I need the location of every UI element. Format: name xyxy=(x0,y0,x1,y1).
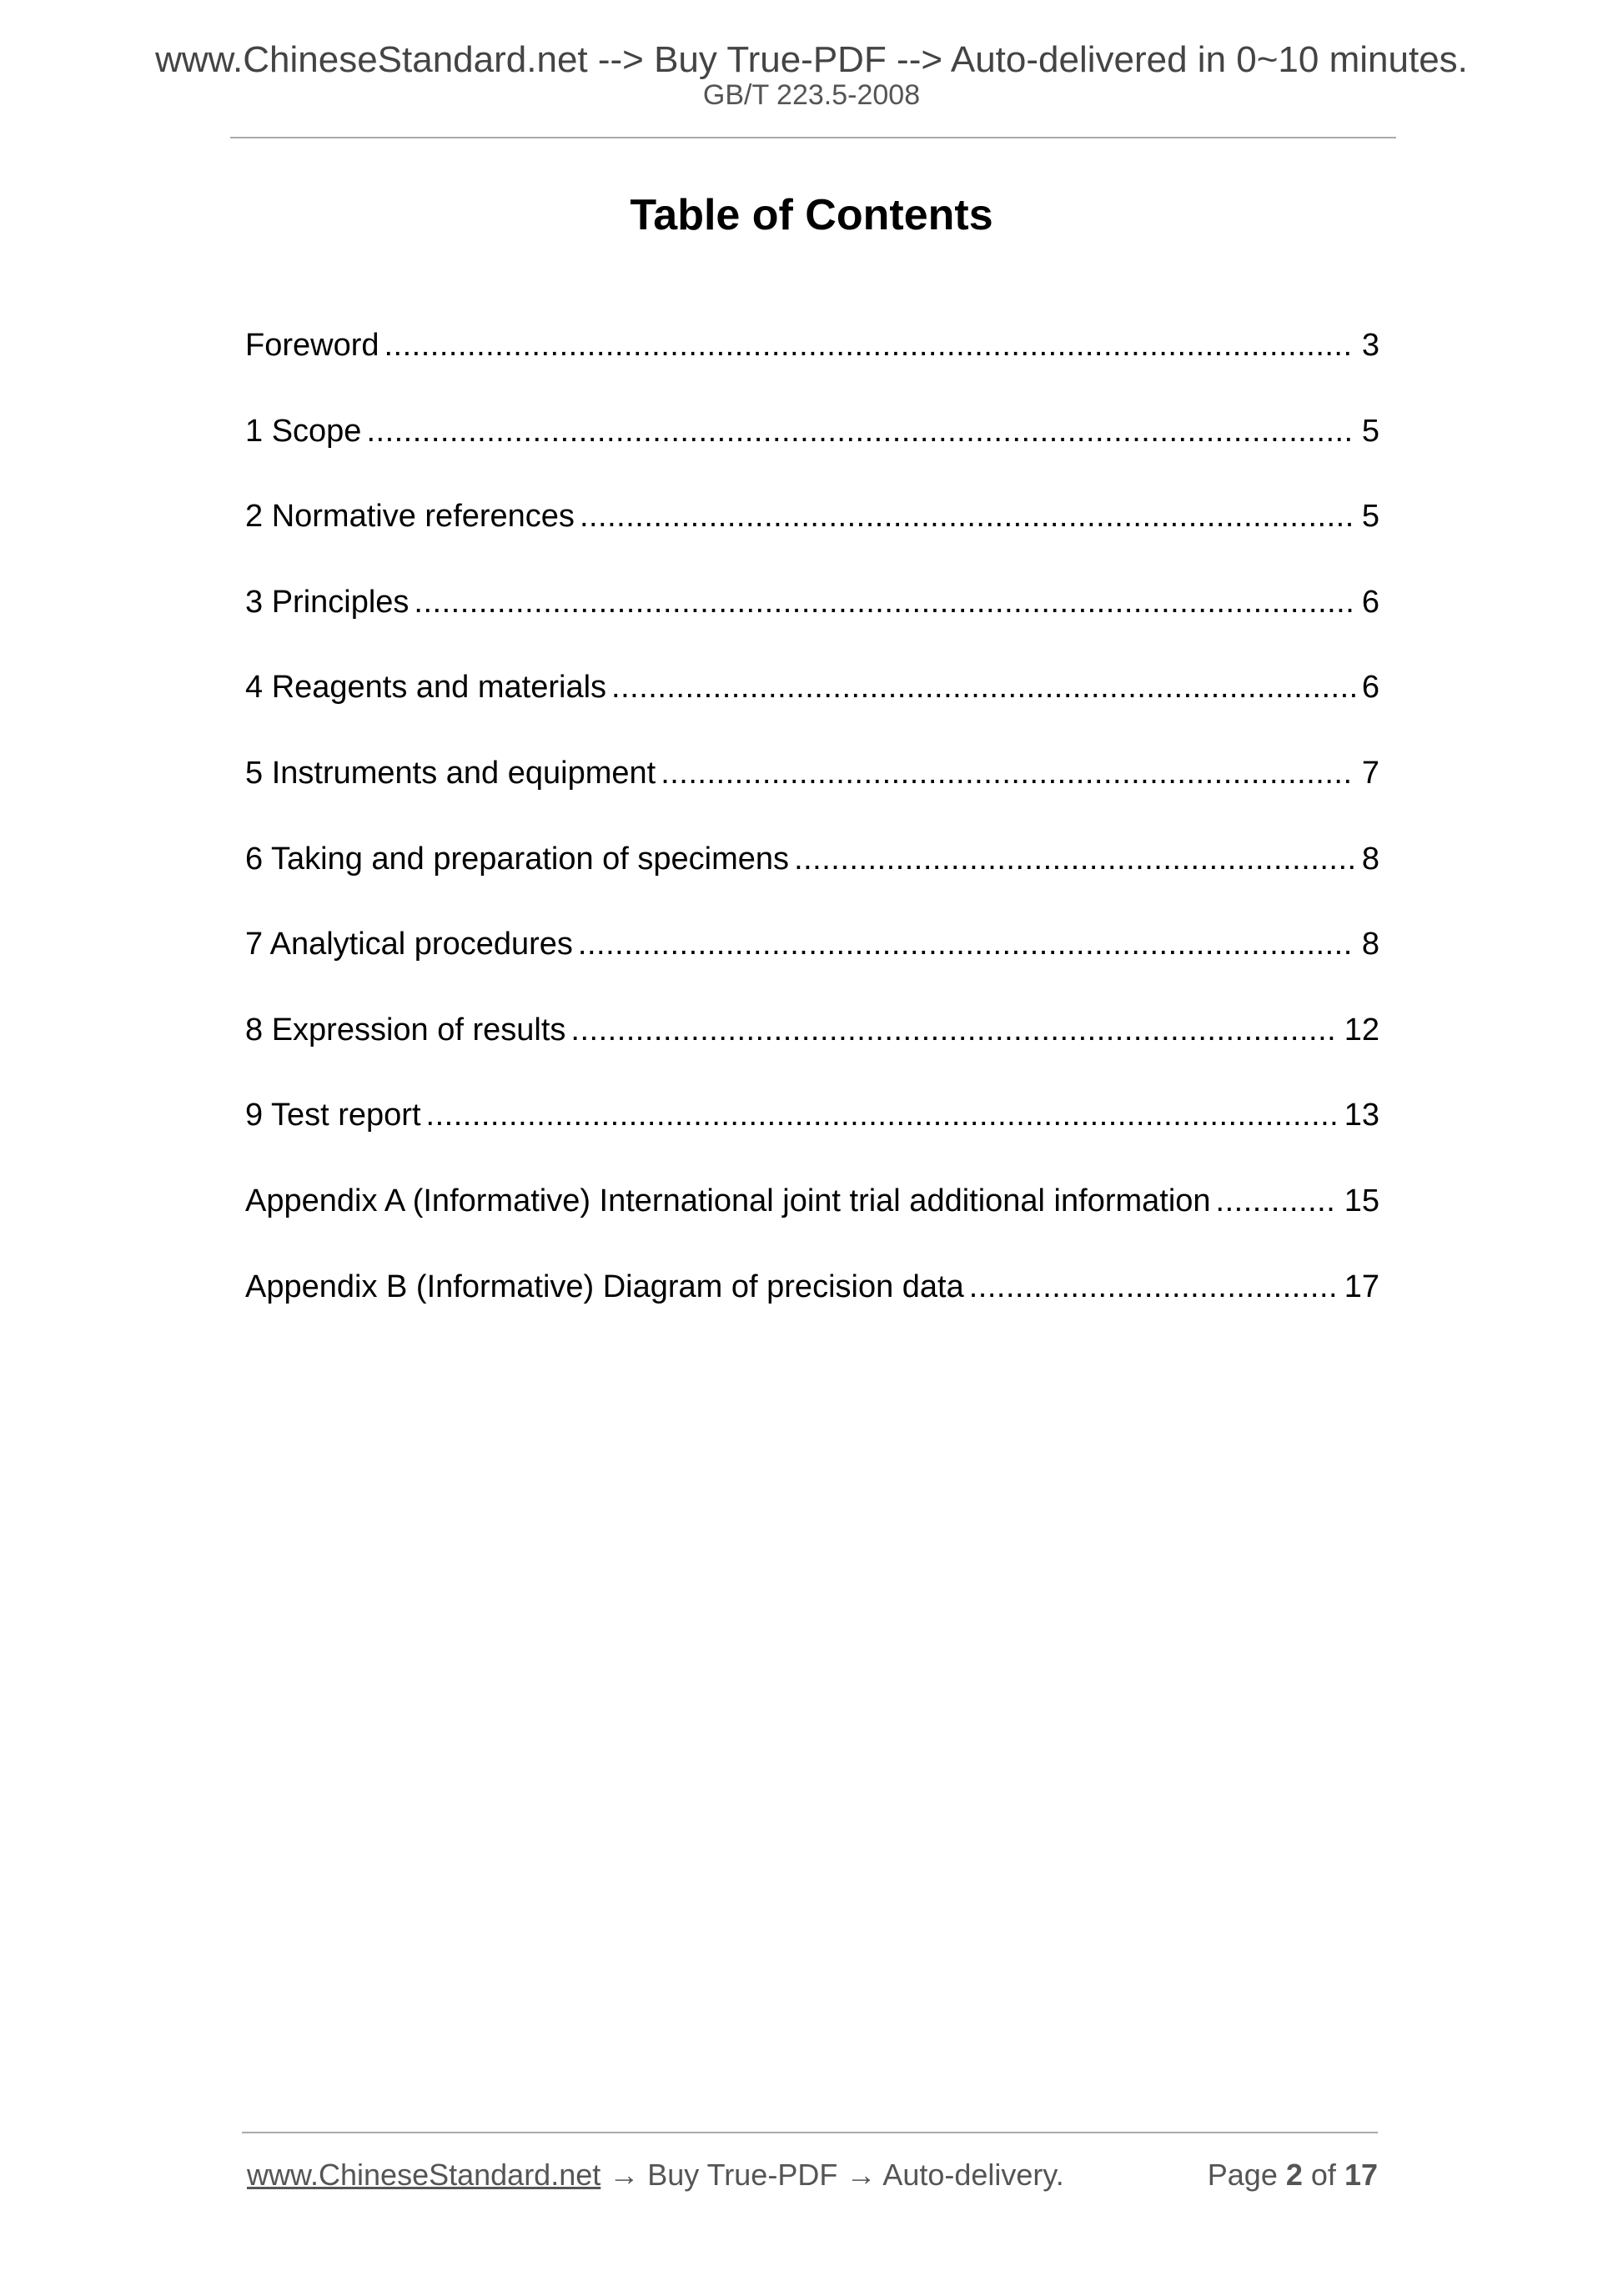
toc-entry-scope[interactable] xyxy=(245,409,1379,495)
toc-dot-leader xyxy=(661,751,1355,795)
toc-entry-page: 8 xyxy=(1361,927,1379,962)
toc-dot-leader xyxy=(1216,1179,1338,1223)
toc-entry-label: 6 Taking and preparation of specimens xyxy=(245,841,790,877)
toc-list xyxy=(245,324,1379,1350)
top-banner: www.ChineseStandard.net --> Buy True-PDF --> Auto-delivered in 0~10 minutes. xyxy=(155,39,1468,80)
toc-dot-leader xyxy=(426,1093,1338,1137)
toc-entry-appendix-b[interactable] xyxy=(245,1265,1379,1351)
footer-site-link[interactable]: www.ChineseStandard.net xyxy=(247,2158,601,2192)
toc-entry-principles[interactable] xyxy=(245,580,1379,666)
toc-entry-expression-of-results[interactable] xyxy=(245,1008,1379,1094)
toc-entry-taking-and-preparation[interactable] xyxy=(245,837,1379,923)
toc-entry-page: 8 xyxy=(1361,841,1379,877)
toc-entry-foreword[interactable] xyxy=(245,324,1379,409)
toc-dot-leader xyxy=(611,666,1355,709)
toc-entry-page: 17 xyxy=(1344,1269,1379,1304)
page-number xyxy=(1208,2154,1378,2196)
toc-entry-page: 6 xyxy=(1361,584,1379,620)
toc-dot-leader xyxy=(570,1008,1337,1052)
toc-entry-page: 15 xyxy=(1344,1183,1379,1218)
toc-entry-page: 5 xyxy=(1361,499,1379,535)
footer-promo-text: → Buy True-PDF → Auto-delivery. xyxy=(600,2158,1064,2192)
toc-dot-leader xyxy=(580,495,1355,538)
toc-entry-label: 8 Expression of results xyxy=(245,1012,566,1048)
toc-entry-analytical-procedures[interactable] xyxy=(245,922,1379,1008)
toc-entry-label: Foreword xyxy=(245,328,379,363)
toc-entry-label: Appendix B (Informative) Diagram of precision data xyxy=(245,1269,964,1304)
footer-promo xyxy=(247,2154,1064,2196)
toc-entry-label: 9 Test report xyxy=(245,1098,421,1133)
page-footer xyxy=(247,2154,1378,2196)
toc-dot-leader xyxy=(366,409,1354,453)
toc-entry-normative-references[interactable] xyxy=(245,495,1379,580)
toc-entry-label: Appendix A (Informative) International joint trial additional information xyxy=(245,1183,1211,1218)
toc-dot-leader xyxy=(794,837,1355,881)
toc-dot-leader xyxy=(969,1265,1338,1309)
toc-entry-label: 7 Analytical procedures xyxy=(245,927,573,962)
toc-entry-reagents-and-materials[interactable] xyxy=(245,666,1379,751)
toc-entry-page: 6 xyxy=(1361,670,1379,706)
toc-entry-page: 13 xyxy=(1344,1098,1379,1133)
toc-dot-leader xyxy=(578,922,1355,966)
toc-dot-leader xyxy=(384,324,1355,367)
toc-entry-label: 1 Scope xyxy=(245,413,362,449)
toc-entry-page: 3 xyxy=(1361,328,1379,363)
document-id: GB/T 223.5-2008 xyxy=(702,79,921,111)
toc-entry-appendix-a[interactable] xyxy=(245,1179,1379,1265)
toc-dot-leader xyxy=(414,580,1354,624)
toc-entry-instruments-and-equipment[interactable] xyxy=(245,751,1379,837)
footer-divider xyxy=(242,2132,1378,2133)
toc-entry-label: 3 Principles xyxy=(245,584,410,620)
of-word: of xyxy=(1310,2158,1336,2192)
toc-title: Table of Contents xyxy=(630,191,993,239)
toc-entry-test-report[interactable] xyxy=(245,1093,1379,1179)
toc-entry-page: 5 xyxy=(1361,413,1379,449)
toc-entry-page: 12 xyxy=(1344,1012,1379,1048)
toc-entry-label: 5 Instruments and equipment xyxy=(245,755,656,791)
page-current: 2 xyxy=(1285,2158,1303,2192)
page-word: Page xyxy=(1207,2158,1278,2192)
page-total: 17 xyxy=(1344,2158,1378,2192)
header-divider xyxy=(230,137,1396,138)
toc-entry-label: 2 Normative references xyxy=(245,499,575,535)
toc-entry-label: 4 Reagents and materials xyxy=(245,670,607,706)
toc-entry-page: 7 xyxy=(1361,755,1379,791)
